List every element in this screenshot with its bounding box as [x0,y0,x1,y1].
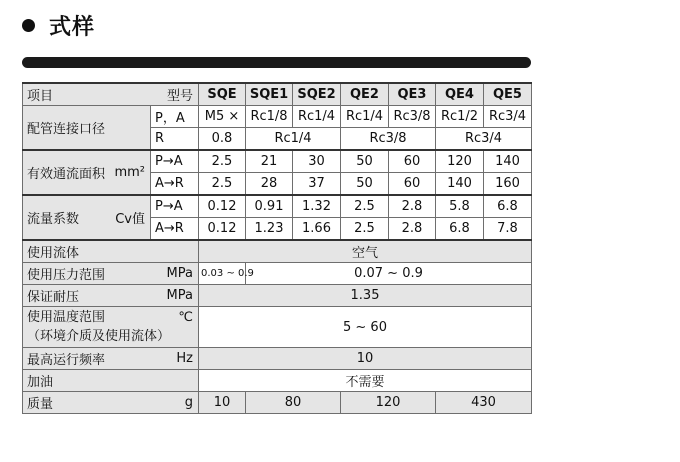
model-header: QE5 [484,83,532,106]
freq-row [23,348,532,370]
freq-label: 最高运行频率 [27,353,106,368]
port-r-sub: R [151,128,199,151]
model-header: SQE2 [293,83,341,106]
model-header: QE4 [436,83,484,106]
proof-label: 保证耐压 [27,290,80,305]
freq-label-cell [23,348,199,370]
flow-value: 1.66 [293,218,341,241]
temp-label: 使用温度范围 [27,310,106,325]
port-value: Rc1/8 [246,106,293,128]
port-value: Rc1/4 [293,106,341,128]
fluid-value: 空气 [199,240,532,263]
port-r-value: Rc3/4 [436,128,532,151]
temp-unit: ℃ [178,310,193,325]
flow-value: 0.12 [199,195,246,218]
mass-row [23,392,532,414]
area-value: 50 [341,150,389,173]
flow-pa-row [23,195,532,218]
fluid-label: 使用流体 [23,240,199,263]
pressure-value: 0.07 ~ 0.9 [246,263,532,285]
port-value: Rc3/8 [389,106,436,128]
flow-value: 1.32 [293,195,341,218]
spec-table [22,82,532,414]
port-label: 配管连接口径 [23,106,151,151]
temp-row [23,307,532,348]
pressure-sqe-value: 0.03 ~ 0.9 [199,263,246,285]
flow-value: 6.8 [436,218,484,241]
oil-row [23,370,532,392]
flow-value: 0.91 [246,195,293,218]
proof-row [23,285,532,307]
oil-label: 加油 [23,370,199,392]
flow-value: 2.8 [389,218,436,241]
mass-label: 质量 [27,397,54,412]
model-label: 型号 [166,89,193,104]
flow-value: 6.8 [484,195,532,218]
header-item-cell [23,83,199,106]
port-value: M5 × [199,106,246,128]
freq-value: 10 [199,348,532,370]
flow-label: 流量系数 [27,212,80,227]
port-r-value: 0.8 [199,128,246,151]
flow-label-cell [23,195,151,240]
pressure-label-cell [23,263,199,285]
area-unit: mm² [114,165,145,180]
area-value: 60 [389,150,436,173]
area-value: 50 [341,173,389,196]
area-pa-row [23,150,532,173]
proof-unit: MPa [166,288,193,303]
model-header: SQE1 [246,83,293,106]
mass-unit: g [184,395,193,410]
proof-value: 1.35 [199,285,532,307]
flow-ar-sub: A→R [151,218,199,241]
flow-value: 1.23 [246,218,293,241]
area-label: 有效通流面积 [27,167,106,182]
area-value: 2.5 [199,173,246,196]
section-heading [22,10,95,40]
pressure-row [23,263,532,285]
mass-label-cell [23,392,199,414]
area-value: 2.5 [199,150,246,173]
mass-value: 10 [199,392,246,414]
divider-bar [22,57,531,68]
bullet-icon [22,19,35,32]
flow-value: 2.5 [341,195,389,218]
area-value: 30 [293,150,341,173]
port-r-value: Rc3/8 [341,128,436,151]
area-value: 140 [484,150,532,173]
flow-value: 2.5 [341,218,389,241]
area-value: 28 [246,173,293,196]
area-value: 37 [293,173,341,196]
port-pa-sub: P，A [151,106,199,128]
oil-value: 不需要 [199,370,532,392]
area-pa-sub: P→A [151,150,199,173]
flow-value: 7.8 [484,218,532,241]
model-header: QE2 [341,83,389,106]
area-label-cell [23,150,151,195]
pressure-unit: MPa [166,266,193,281]
area-value: 60 [389,173,436,196]
flow-unit: Cv值 [115,212,145,227]
area-ar-sub: A→R [151,173,199,196]
freq-unit: Hz [176,351,193,366]
port-value: Rc3/4 [484,106,532,128]
section-title: 式样 [49,14,96,40]
flow-value: 5.8 [436,195,484,218]
area-value: 21 [246,150,293,173]
area-value: 160 [484,173,532,196]
fluid-row [23,240,532,263]
header-row [23,83,532,106]
temp-label-cell [23,307,199,348]
pressure-label: 使用压力范围 [27,268,106,283]
model-header: QE3 [389,83,436,106]
port-r-value: Rc1/4 [246,128,341,151]
port-value: Rc1/2 [436,106,484,128]
flow-value: 2.8 [389,195,436,218]
mass-value: 80 [246,392,341,414]
port-pa-row [23,106,532,128]
area-value: 140 [436,173,484,196]
proof-label-cell [23,285,199,307]
mass-value: 430 [436,392,532,414]
temp-label-2: （环境介质及使用流体） [27,329,171,344]
flow-pa-sub: P→A [151,195,199,218]
mass-value: 120 [341,392,436,414]
area-value: 120 [436,150,484,173]
model-header: SQE [199,83,246,106]
temp-value: 5 ~ 60 [199,307,532,348]
item-label: 项目 [27,89,54,104]
port-value: Rc1/4 [341,106,389,128]
flow-value: 0.12 [199,218,246,241]
